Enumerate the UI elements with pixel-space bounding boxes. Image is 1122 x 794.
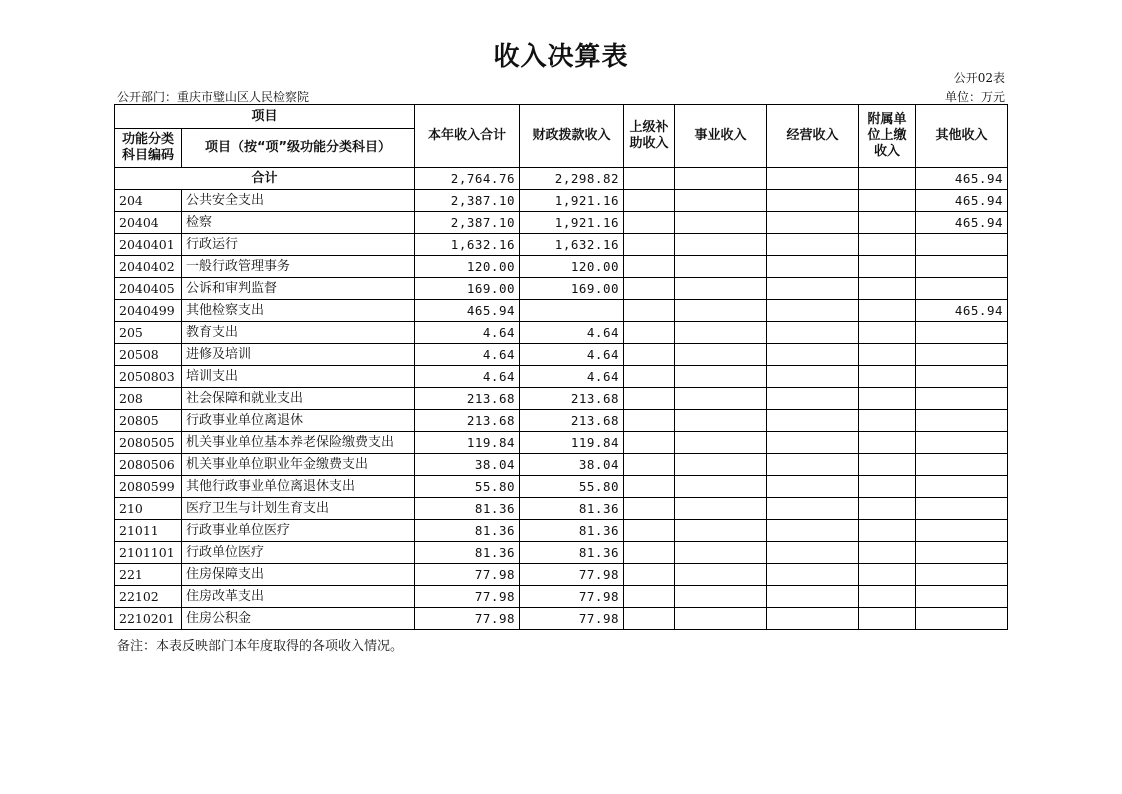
other-cell — [916, 432, 1008, 454]
total-income-cell: 2,387.10 — [415, 190, 520, 212]
fiscal-cell: 4.64 — [520, 344, 624, 366]
table-row — [115, 234, 1008, 256]
item-name-cell: 行政事业单位离退休 — [182, 410, 415, 432]
business-cell — [675, 564, 767, 586]
code-cell: 2040402 — [115, 256, 182, 278]
superior-subsidy-cell — [624, 212, 675, 234]
table-row — [115, 344, 1008, 366]
code-cell: 22102 — [115, 586, 182, 608]
total-superior-cell — [624, 168, 675, 190]
item-name-cell: 培训支出 — [182, 366, 415, 388]
header-func-code: 功能分类科目编码 — [115, 129, 182, 168]
table-row — [115, 388, 1008, 410]
operating-cell — [767, 190, 859, 212]
business-cell — [675, 388, 767, 410]
affiliated-cell — [859, 454, 916, 476]
total-fiscal-cell: 2,298.82 — [520, 168, 624, 190]
fiscal-cell: 55.80 — [520, 476, 624, 498]
affiliated-cell — [859, 256, 916, 278]
table-row — [115, 476, 1008, 498]
table-row — [115, 212, 1008, 234]
affiliated-cell — [859, 212, 916, 234]
total-income-cell: 119.84 — [415, 432, 520, 454]
code-cell: 2080599 — [115, 476, 182, 498]
operating-cell — [767, 322, 859, 344]
table-row — [115, 300, 1008, 322]
affiliated-cell — [859, 542, 916, 564]
operating-cell — [767, 454, 859, 476]
superior-subsidy-cell — [624, 498, 675, 520]
item-name-cell: 其他行政事业单位离退休支出 — [182, 476, 415, 498]
total-income-cell: 213.68 — [415, 410, 520, 432]
code-cell: 2040405 — [115, 278, 182, 300]
operating-cell — [767, 300, 859, 322]
superior-subsidy-cell — [624, 366, 675, 388]
fiscal-cell: 81.36 — [520, 542, 624, 564]
business-cell — [675, 586, 767, 608]
table-row — [115, 586, 1008, 608]
affiliated-cell — [859, 278, 916, 300]
business-cell — [675, 454, 767, 476]
other-cell — [916, 344, 1008, 366]
other-cell — [916, 454, 1008, 476]
total-income-cell: 38.04 — [415, 454, 520, 476]
table-row — [115, 410, 1008, 432]
code-cell: 2101101 — [115, 542, 182, 564]
business-cell — [675, 432, 767, 454]
item-name-cell: 住房改革支出 — [182, 586, 415, 608]
affiliated-cell — [859, 190, 916, 212]
total-income-cell: 4.64 — [415, 366, 520, 388]
table-row — [115, 454, 1008, 476]
operating-cell — [767, 388, 859, 410]
other-cell — [916, 608, 1008, 630]
code-cell: 204 — [115, 190, 182, 212]
affiliated-cell — [859, 432, 916, 454]
operating-cell — [767, 564, 859, 586]
item-name-cell: 机关事业单位基本养老保险缴费支出 — [182, 432, 415, 454]
code-cell: 20805 — [115, 410, 182, 432]
superior-subsidy-cell — [624, 388, 675, 410]
operating-cell — [767, 498, 859, 520]
fiscal-cell — [520, 300, 624, 322]
superior-subsidy-cell — [624, 344, 675, 366]
superior-subsidy-cell — [624, 410, 675, 432]
code-cell: 2080506 — [115, 454, 182, 476]
total-income-cell: 4.64 — [415, 322, 520, 344]
table-row — [115, 322, 1008, 344]
other-cell — [916, 476, 1008, 498]
other-cell: 465.94 — [916, 212, 1008, 234]
total-income-cell: 1,632.16 — [415, 234, 520, 256]
other-cell — [916, 388, 1008, 410]
total-income-cell: 2,387.10 — [415, 212, 520, 234]
code-cell: 2040499 — [115, 300, 182, 322]
code-cell: 20508 — [115, 344, 182, 366]
total-income-cell: 81.36 — [415, 542, 520, 564]
table-row — [115, 278, 1008, 300]
affiliated-cell — [859, 300, 916, 322]
item-name-cell: 医疗卫生与计划生育支出 — [182, 498, 415, 520]
fiscal-cell: 1,632.16 — [520, 234, 624, 256]
item-name-cell: 其他检察支出 — [182, 300, 415, 322]
header-operating: 经营收入 — [767, 105, 859, 168]
business-cell — [675, 322, 767, 344]
superior-subsidy-cell — [624, 278, 675, 300]
item-name-cell: 检察 — [182, 212, 415, 234]
other-cell — [916, 322, 1008, 344]
header-project: 项目 — [115, 105, 415, 129]
superior-subsidy-cell — [624, 454, 675, 476]
department-label: 公开部门：重庆市璧山区人民检察院 — [117, 90, 310, 104]
fiscal-cell: 77.98 — [520, 586, 624, 608]
header-total-income: 本年收入合计 — [415, 105, 520, 168]
fiscal-cell: 120.00 — [520, 256, 624, 278]
fiscal-cell: 81.36 — [520, 520, 624, 542]
business-cell — [675, 366, 767, 388]
total-income-cell: 81.36 — [415, 520, 520, 542]
business-cell — [675, 278, 767, 300]
operating-cell — [767, 344, 859, 366]
affiliated-cell — [859, 520, 916, 542]
table-row — [115, 608, 1008, 630]
code-cell: 2050803 — [115, 366, 182, 388]
other-cell: 465.94 — [916, 190, 1008, 212]
fiscal-cell: 119.84 — [520, 432, 624, 454]
operating-cell — [767, 586, 859, 608]
business-cell — [675, 410, 767, 432]
total-income-cell: 55.80 — [415, 476, 520, 498]
business-cell — [675, 498, 767, 520]
superior-subsidy-cell — [624, 520, 675, 542]
fiscal-cell: 77.98 — [520, 608, 624, 630]
code-cell: 2080505 — [115, 432, 182, 454]
affiliated-cell — [859, 476, 916, 498]
operating-cell — [767, 542, 859, 564]
header-superior-subsidy: 上级补助收入 — [624, 105, 675, 168]
affiliated-cell — [859, 366, 916, 388]
fiscal-cell: 1,921.16 — [520, 212, 624, 234]
total-label: 合计 — [115, 168, 415, 190]
total-business-cell — [675, 168, 767, 190]
business-cell — [675, 476, 767, 498]
business-cell — [675, 542, 767, 564]
fiscal-cell: 213.68 — [520, 410, 624, 432]
operating-cell — [767, 410, 859, 432]
item-name-cell: 公共安全支出 — [182, 190, 415, 212]
item-name-cell: 公诉和审判监督 — [182, 278, 415, 300]
code-cell: 21011 — [115, 520, 182, 542]
item-name-cell: 行政运行 — [182, 234, 415, 256]
other-cell — [916, 520, 1008, 542]
header-affiliated: 附属单位上缴收入 — [859, 105, 916, 168]
business-cell — [675, 300, 767, 322]
item-name-cell: 行政事业单位医疗 — [182, 520, 415, 542]
operating-cell — [767, 256, 859, 278]
affiliated-cell — [859, 586, 916, 608]
affiliated-cell — [859, 234, 916, 256]
affiliated-cell — [859, 498, 916, 520]
total-income-cell: 213.68 — [415, 388, 520, 410]
superior-subsidy-cell — [624, 190, 675, 212]
unit-label: 单位：万元 — [944, 90, 1005, 104]
operating-cell — [767, 212, 859, 234]
affiliated-cell — [859, 608, 916, 630]
total-row — [115, 168, 1008, 190]
affiliated-cell — [859, 344, 916, 366]
total-income-cell: 4.64 — [415, 344, 520, 366]
item-name-cell: 行政单位医疗 — [182, 542, 415, 564]
fiscal-cell: 1,921.16 — [520, 190, 624, 212]
operating-cell — [767, 366, 859, 388]
other-cell — [916, 498, 1008, 520]
table-row — [115, 256, 1008, 278]
operating-cell — [767, 608, 859, 630]
code-cell: 20404 — [115, 212, 182, 234]
total-income-cell: 169.00 — [415, 278, 520, 300]
superior-subsidy-cell — [624, 432, 675, 454]
item-name-cell: 机关事业单位职业年金缴费支出 — [182, 454, 415, 476]
table-row — [115, 190, 1008, 212]
other-cell — [916, 542, 1008, 564]
form-code: 公开02表 — [953, 71, 1005, 85]
other-cell — [916, 586, 1008, 608]
table-row — [115, 542, 1008, 564]
table-row — [115, 366, 1008, 388]
code-cell: 2210201 — [115, 608, 182, 630]
table-row — [115, 498, 1008, 520]
fiscal-cell: 77.98 — [520, 564, 624, 586]
superior-subsidy-cell — [624, 586, 675, 608]
other-cell — [916, 410, 1008, 432]
affiliated-cell — [859, 410, 916, 432]
operating-cell — [767, 432, 859, 454]
other-cell — [916, 234, 1008, 256]
item-name-cell: 住房保障支出 — [182, 564, 415, 586]
fiscal-cell: 4.64 — [520, 366, 624, 388]
other-cell — [916, 366, 1008, 388]
item-name-cell: 住房公积金 — [182, 608, 415, 630]
operating-cell — [767, 476, 859, 498]
affiliated-cell — [859, 564, 916, 586]
other-cell — [916, 278, 1008, 300]
superior-subsidy-cell — [624, 300, 675, 322]
other-cell — [916, 256, 1008, 278]
code-cell: 210 — [115, 498, 182, 520]
superior-subsidy-cell — [624, 256, 675, 278]
code-cell: 205 — [115, 322, 182, 344]
total-income-cell: 77.98 — [415, 608, 520, 630]
total-income-cell: 81.36 — [415, 498, 520, 520]
business-cell — [675, 520, 767, 542]
business-cell — [675, 234, 767, 256]
total-income-cell: 77.98 — [415, 586, 520, 608]
footnote: 备注：本表反映部门本年度取得的各项收入情况。 — [117, 639, 404, 654]
item-name-cell: 进修及培训 — [182, 344, 415, 366]
superior-subsidy-cell — [624, 542, 675, 564]
code-cell: 2040401 — [115, 234, 182, 256]
header-item-name: 项目（按“项”级功能分类科目） — [182, 129, 415, 168]
total-other-cell: 465.94 — [916, 168, 1008, 190]
fiscal-cell: 213.68 — [520, 388, 624, 410]
business-cell — [675, 608, 767, 630]
header-other: 其他收入 — [916, 105, 1008, 168]
superior-subsidy-cell — [624, 322, 675, 344]
item-name-cell: 一般行政管理事务 — [182, 256, 415, 278]
table-body — [115, 168, 1008, 630]
income-table — [114, 104, 1008, 630]
affiliated-cell — [859, 322, 916, 344]
total-income-cell: 2,764.76 — [415, 168, 520, 190]
fiscal-cell: 81.36 — [520, 498, 624, 520]
total-income-cell: 465.94 — [415, 300, 520, 322]
item-name-cell: 教育支出 — [182, 322, 415, 344]
fiscal-cell: 4.64 — [520, 322, 624, 344]
business-cell — [675, 190, 767, 212]
table-row — [115, 520, 1008, 542]
superior-subsidy-cell — [624, 564, 675, 586]
header-business: 事业收入 — [675, 105, 767, 168]
item-name-cell: 社会保障和就业支出 — [182, 388, 415, 410]
table-row — [115, 432, 1008, 454]
operating-cell — [767, 234, 859, 256]
page-title: 收入决算表 — [493, 42, 629, 72]
total-income-cell: 77.98 — [415, 564, 520, 586]
code-cell: 221 — [115, 564, 182, 586]
total-operating-cell — [767, 168, 859, 190]
superior-subsidy-cell — [624, 234, 675, 256]
other-cell — [916, 564, 1008, 586]
business-cell — [675, 344, 767, 366]
operating-cell — [767, 278, 859, 300]
fiscal-cell: 38.04 — [520, 454, 624, 476]
superior-subsidy-cell — [624, 476, 675, 498]
superior-subsidy-cell — [624, 608, 675, 630]
operating-cell — [767, 520, 859, 542]
affiliated-cell — [859, 388, 916, 410]
total-affiliated-cell — [859, 168, 916, 190]
fiscal-cell: 169.00 — [520, 278, 624, 300]
business-cell — [675, 256, 767, 278]
total-income-cell: 120.00 — [415, 256, 520, 278]
code-cell: 208 — [115, 388, 182, 410]
table-row — [115, 564, 1008, 586]
header-fiscal: 财政拨款收入 — [520, 105, 624, 168]
other-cell: 465.94 — [916, 300, 1008, 322]
business-cell — [675, 212, 767, 234]
